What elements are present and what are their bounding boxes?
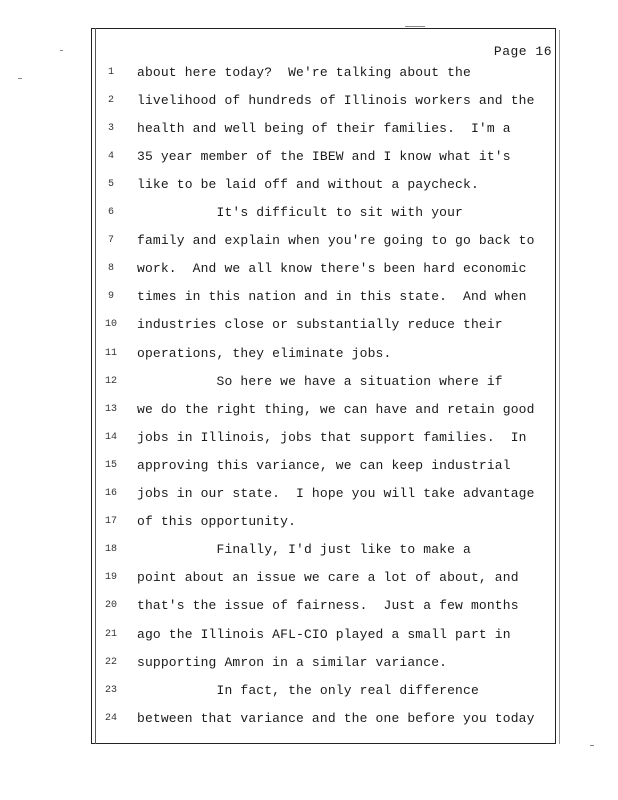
line-text: It's difficult to sit with your xyxy=(137,205,464,220)
line-text: that's the issue of fairness. Just a few months xyxy=(137,598,519,614)
line-text: Finally, I'd just like to make a xyxy=(137,542,471,558)
line-text: of this opportunity. xyxy=(137,514,297,530)
line-number: 13 xyxy=(104,403,117,415)
line-text: point about an issue we care a lot of about, and xyxy=(137,570,519,586)
line-text: times in this nation and in this state. And when xyxy=(137,289,527,305)
line-text: 35 year member of the IBEW and I know what it's xyxy=(137,148,511,164)
line-text: ago the Illinois AFL-CIO played a small part in xyxy=(137,626,511,642)
line-text: work. And we all know there's been hard economic xyxy=(137,261,527,277)
line-text: So here we have a situation where if xyxy=(137,373,503,389)
line-number: 5 xyxy=(107,178,114,190)
line-text: jobs in our state. I hope you will take advantage xyxy=(137,486,535,501)
scan-speck xyxy=(590,745,594,746)
scan-speck xyxy=(60,50,63,51)
line-number: 10 xyxy=(104,319,117,331)
line-number: 7 xyxy=(107,235,114,247)
line-number: 1 xyxy=(107,66,114,78)
line-number: 9 xyxy=(107,291,114,303)
line-text: approving this variance, we can keep industrial xyxy=(137,457,511,473)
line-number: 11 xyxy=(104,347,117,359)
line-number: 14 xyxy=(104,431,117,443)
line-text: industries close or substantially reduce their xyxy=(137,317,503,333)
scan-speck xyxy=(405,26,425,27)
line-text: health and well being of their families. I'm a xyxy=(137,120,511,136)
line-text: we do the right thing, we can have and retain good xyxy=(137,401,535,417)
line-number: 20 xyxy=(104,600,117,612)
line-number: 12 xyxy=(104,375,117,387)
line-text: jobs in Illinois, jobs that support families. In xyxy=(137,429,527,445)
line-number: 22 xyxy=(104,656,117,668)
line-number: 3 xyxy=(107,122,114,134)
line-text: operations, they eliminate jobs. xyxy=(137,345,392,361)
line-number: 4 xyxy=(107,150,114,162)
line-number: 6 xyxy=(107,207,114,218)
line-number: 16 xyxy=(104,488,117,499)
line-number: 19 xyxy=(104,572,117,584)
line-text: between that variance and the one before you today xyxy=(137,710,535,726)
line-text: like to be laid off and without a paycheck. xyxy=(137,176,479,192)
right-edge-rule xyxy=(559,30,560,744)
line-number: 23 xyxy=(104,684,117,696)
line-text: In fact, the only real difference xyxy=(137,682,479,698)
line-number: 24 xyxy=(104,712,117,724)
line-number: 17 xyxy=(104,516,117,528)
line-number: 2 xyxy=(107,94,114,106)
line-number: 21 xyxy=(104,628,117,640)
line-number: 8 xyxy=(107,263,114,275)
line-text: about here today? We're talking about the xyxy=(137,64,471,80)
line-number: 15 xyxy=(104,459,117,471)
line-text: livelihood of hundreds of Illinois workers and the xyxy=(137,92,535,108)
page-number: Page 16 xyxy=(493,44,552,59)
line-text: supporting Amron in a similar variance. xyxy=(137,654,448,670)
line-number: 18 xyxy=(104,544,117,556)
margin-rule xyxy=(95,28,96,744)
scan-speck xyxy=(18,78,22,79)
line-text: family and explain when you're going to go back to xyxy=(137,233,535,249)
